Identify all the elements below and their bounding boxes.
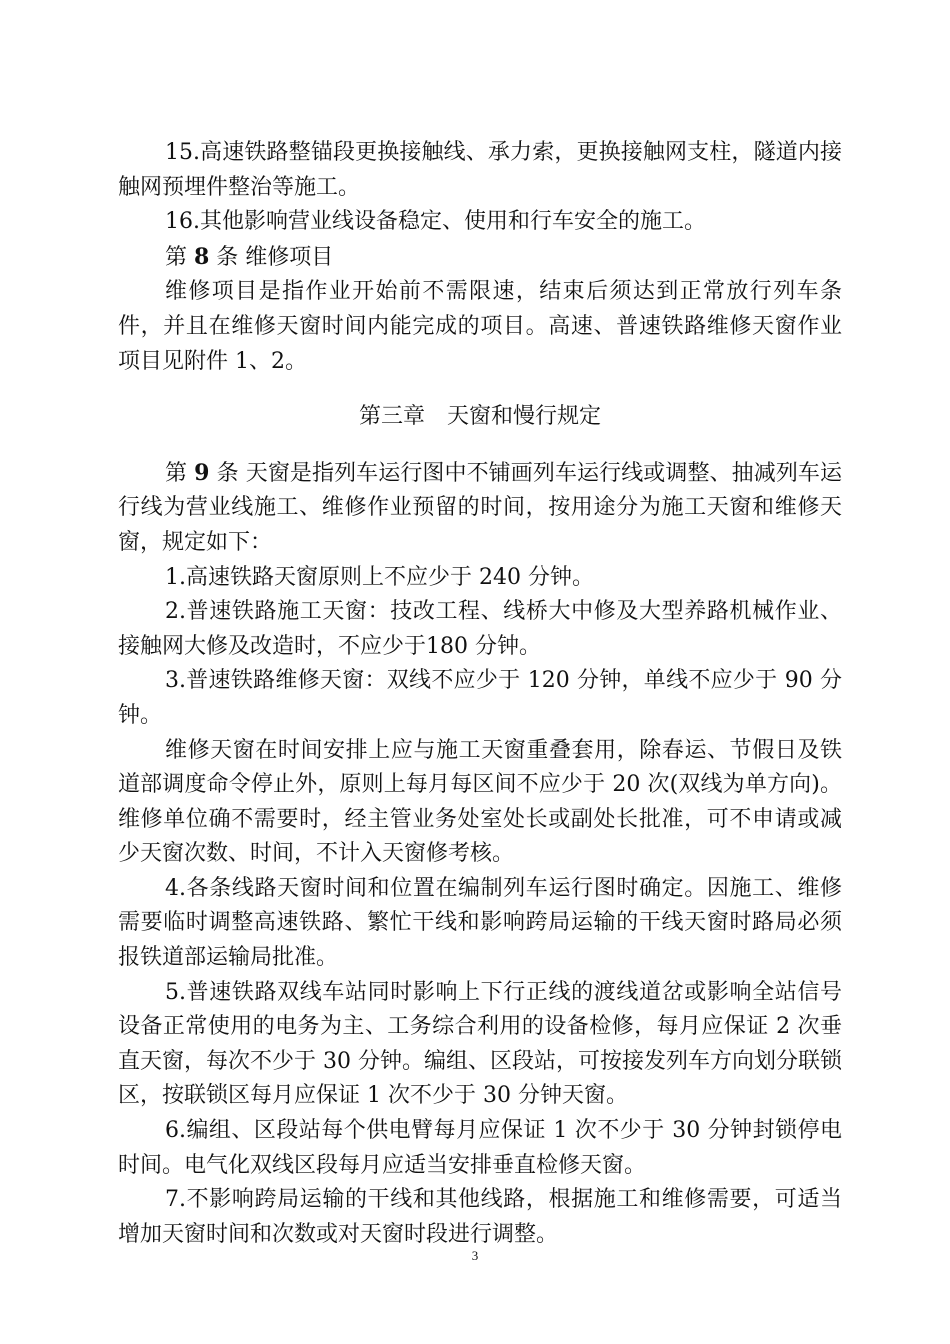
article-heading: 第 8 条 维修项目 [165, 243, 334, 270]
document-body [118, 136, 842, 1252]
article-number: 8 [194, 243, 210, 270]
paragraph: 15.高速铁路整锚段更换接触线、承力索，更换接触网支柱，隧道内接触网预埋件整治等施工。 [118, 140, 842, 200]
paragraph: 1.高速铁路天窗原则上不应少于 240 分钟。 [165, 564, 594, 590]
chapter-heading: 第三章 天窗和慢行规定 [358, 404, 601, 430]
paragraph: 5.普速铁路双线车站同时影响上下行正线的渡线道岔或影响全站信号设备正常使用的电务为主、工务综合利用的设备检修，每月应保证 2 次垂直天窗，每次不少于 30 分钟。编组、区段站，可按接发列车方向划分联锁区，按联锁区每月应保证 1 次不少于 30 分钟天窗。 [118, 979, 842, 1109]
page-number: 3 [471, 1248, 479, 1263]
paragraph: 2.普速铁路施工天窗：技改工程、线桥大中修及大型养路机械作业、接触网大修及改造时，不应少于180 分钟。 [118, 599, 842, 659]
paragraph: 维修项目是指作业开始前不需限速，结束后须达到正常放行列车条件，并且在维修天窗时间内能完成的项目。高速、普速铁路维修天窗作业项目见附件 1、2。 [118, 279, 842, 374]
paragraph: 7.不影响跨局运输的干线和其他线路，根据施工和维修需要，可适当增加天窗时间和次数或对天窗时段进行调整。 [118, 1187, 842, 1247]
paragraph: 4.各条线路天窗时间和位置在编制列车运行图时确定。因施工、维修需要临时调整高速铁路、繁忙干线和影响跨局运输的干线天窗时路局必须报铁道部运输局批准。 [118, 875, 842, 971]
paragraph: 16.其他影响营业线设备稳定、使用和行车安全的施工。 [165, 209, 706, 235]
paragraph: 3.普速铁路维修天窗：双线不应少于 120 分钟，单线不应少于 90 分钟。 [118, 668, 842, 728]
paragraph: 维修天窗在时间安排上应与施工天窗重叠套用，除春运、节假日及铁道部调度命令停止外，原则上每月每区间不应少于 20 次(双线为单方向)。维修单位确不需要时，经主管业务处室处长或副处长批准，可不申请或减少天窗次数、时间，不计入天窗修考核。 [118, 737, 842, 867]
article-paragraph: 第 9 条 天窗是指列车运行图中不铺画列车运行线或调整、抽减列车运行线为营业线施工、维修作业预留的时间，按用途分为施工天窗和维修天窗，规定如下： [118, 459, 842, 555]
paragraph: 6.编组、区段站每个供电臂每月应保证 1 次不少于 30 分钟封锁停电时间。电气化双线区段每月应适当安排垂直检修天窗。 [118, 1118, 842, 1178]
article-number: 9 [194, 459, 210, 486]
